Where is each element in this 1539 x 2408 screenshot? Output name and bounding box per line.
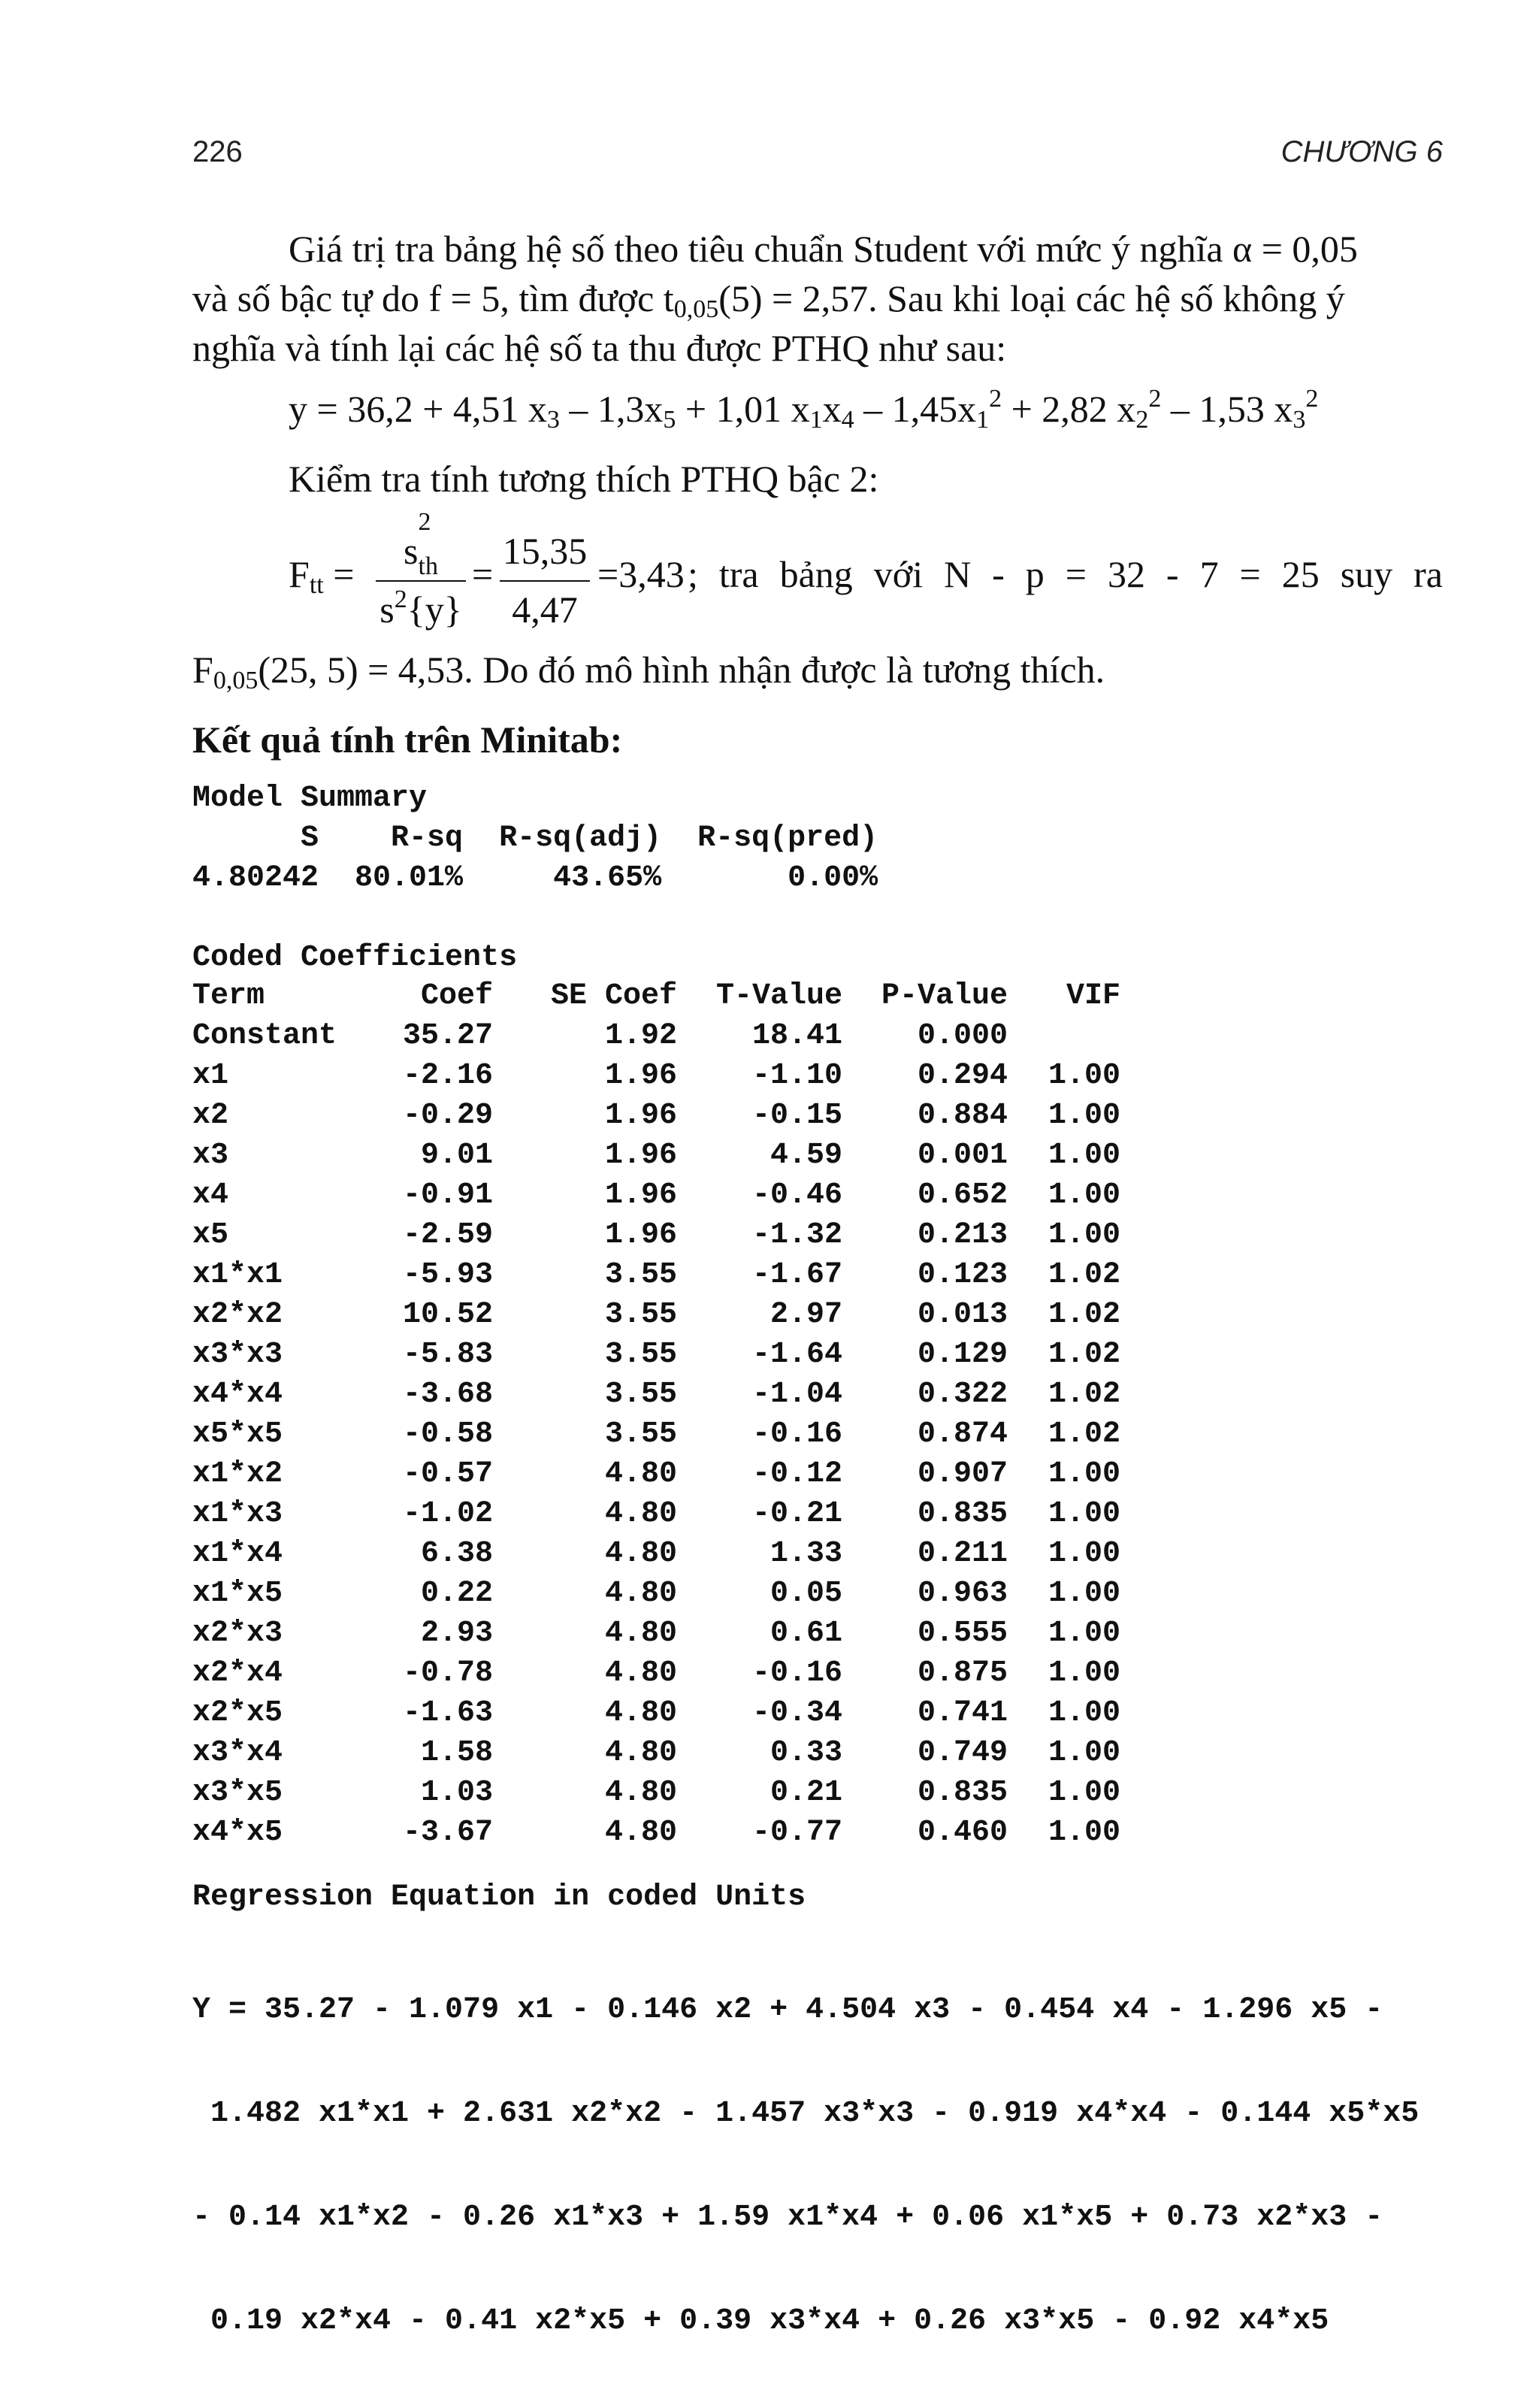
table-row: [192, 1414, 1120, 1454]
f-tail-text: ; tra bảng với N - p = 32 - 7 = 25 suy ra: [688, 553, 1443, 595]
term-cell: x2*x3: [192, 1617, 283, 1650]
value-cell: 4.80: [604, 1537, 677, 1571]
value-cell: 18.41: [751, 1019, 842, 1053]
value-cell: 0.21: [770, 1776, 842, 1810]
term-cell: x3*x4: [192, 1736, 283, 1770]
coefficients-table: [192, 976, 1120, 1853]
value-cell: 9.01: [420, 1139, 493, 1172]
fraction-denominator: $s^2\{y\}$: [379, 585, 462, 631]
value-cell: 2.97: [770, 1298, 842, 1332]
value-cell: 1.33: [770, 1537, 842, 1571]
value-cell: 1.00: [1048, 1656, 1120, 1690]
value-cell: -5.93: [402, 1258, 493, 1292]
value-cell: -1.63: [402, 1696, 493, 1730]
value-cell: -0.29: [402, 1099, 493, 1133]
term-cell: x2*x2: [192, 1298, 283, 1332]
value-cell: 1.00: [1048, 1218, 1120, 1252]
value-cell: 1.00: [1048, 1816, 1120, 1850]
table-row: [192, 1096, 1120, 1136]
value-cell: 4.80: [604, 1617, 677, 1650]
value-cell: -1.32: [751, 1218, 842, 1252]
term-cell: x3*x5: [192, 1776, 283, 1810]
value-cell: 1.96: [604, 1178, 677, 1212]
value-cell: -0.16: [751, 1656, 842, 1690]
value-cell: -1.64: [751, 1338, 842, 1372]
term-cell: x5*x5: [192, 1417, 283, 1451]
table-row: [192, 1375, 1120, 1414]
table-row: [192, 1773, 1120, 1813]
value-cell: 1.00: [1048, 1139, 1120, 1172]
term-cell: x1*x3: [192, 1497, 283, 1531]
value-cell: 0.884: [917, 1099, 1008, 1133]
value-cell: -5.83: [402, 1338, 493, 1372]
value-cell: 0.460: [917, 1816, 1008, 1850]
value-cell: 0.555: [917, 1617, 1008, 1650]
table-row: [192, 1494, 1120, 1534]
value-cell: 1.02: [1048, 1417, 1120, 1451]
value-cell: 1.96: [604, 1139, 677, 1172]
value-cell: 1.02: [1048, 1378, 1120, 1411]
value-cell: 3.55: [604, 1338, 677, 1372]
value-cell: -3.67: [402, 1816, 493, 1850]
column-header: VIF: [1066, 979, 1120, 1013]
term-cell: x2*x4: [192, 1656, 283, 1690]
fraction-numerator-value: 15,35: [502, 530, 588, 572]
value-cell: -0.12: [751, 1457, 842, 1491]
value-cell: -0.78: [402, 1656, 493, 1690]
term-cell: x3: [192, 1139, 229, 1172]
value-cell: 1.92: [604, 1019, 677, 1053]
value-cell: 4.59: [770, 1139, 842, 1172]
value-cell: -1.10: [751, 1059, 842, 1093]
coefficients-body: [192, 1016, 1120, 1853]
value-cell: 0.33: [770, 1736, 842, 1770]
value-cell: -1.02: [402, 1497, 493, 1531]
value-cell: 4.80: [604, 1736, 677, 1770]
value-cell: 6.38: [420, 1537, 493, 1571]
value-cell: 3.55: [604, 1298, 677, 1332]
equals-sign: =: [472, 553, 494, 595]
table-row: [192, 1574, 1120, 1614]
value-cell: 0.294: [917, 1059, 1008, 1093]
value-cell: [1008, 1016, 1120, 1056]
page-number: 226: [192, 135, 243, 168]
value-cell: 0.741: [917, 1696, 1008, 1730]
value-cell: 1.00: [1048, 1537, 1120, 1571]
table-row: [192, 1295, 1120, 1335]
value-cell: 1.96: [604, 1218, 677, 1252]
value-cell: 1.00: [1048, 1696, 1120, 1730]
value-cell: -0.15: [751, 1099, 842, 1133]
term-cell: x1*x2: [192, 1457, 283, 1491]
term-cell: x4*x4: [192, 1378, 283, 1411]
value-cell: 1.02: [1048, 1338, 1120, 1372]
table-row: [192, 1653, 1120, 1693]
column-header: T-Value: [715, 979, 842, 1013]
value-cell: -0.91: [402, 1178, 493, 1212]
model-summary-values: 4.80242 80.01% 43.65% 0.00%: [192, 861, 878, 895]
value-cell: -2.59: [402, 1218, 493, 1252]
value-cell: 4.80: [604, 1577, 677, 1611]
value-cell: 0.652: [917, 1178, 1008, 1212]
table-row: [192, 1136, 1120, 1175]
column-header: Term: [192, 979, 265, 1013]
term-cell: Constant: [192, 1019, 337, 1053]
value-cell: 0.749: [917, 1736, 1008, 1770]
value-cell: -0.16: [751, 1417, 842, 1451]
value-cell: -0.57: [402, 1457, 493, 1491]
value-cell: 10.52: [402, 1298, 493, 1332]
value-cell: -0.58: [402, 1417, 493, 1451]
value-cell: 1.00: [1048, 1059, 1120, 1093]
value-cell: 0.22: [420, 1577, 493, 1611]
regression-equation-vi: y = 36,2 + 4,51 $x_3 - 1,3x_5 + 1,01$ $x_1x_4 - 1,45x_1^2 + 2,82$ $x_2^2 - 1,53$ $x_3^2$: [289, 385, 1319, 434]
minitab-heading: Kết quả tính trên Minitab:: [192, 718, 623, 761]
value-cell: 1.96: [604, 1059, 677, 1093]
value-cell: 1.00: [1048, 1178, 1120, 1212]
chapter-header: CHƯƠNG 6: [1280, 135, 1443, 168]
value-cell: 3.55: [604, 1417, 677, 1451]
value-cell: 4.80: [604, 1776, 677, 1810]
value-cell: -0.46: [751, 1178, 842, 1212]
value-cell: 1.00: [1048, 1099, 1120, 1133]
value-cell: 0.835: [917, 1776, 1008, 1810]
table-header-row: [192, 976, 1120, 1016]
value-cell: 4.80: [604, 1457, 677, 1491]
value-cell: 0.874: [917, 1417, 1008, 1451]
value-cell: 4.80: [604, 1656, 677, 1690]
value-cell: -3.68: [402, 1378, 493, 1411]
value-cell: 4.80: [604, 1816, 677, 1850]
term-cell: x1*x1: [192, 1258, 283, 1292]
regression-line: Y = 35.27 - 1.079 x1 - 0.146 x2 + 4.504 x3 - 0.454 x4 - 1.296 x5 -: [192, 1993, 1383, 2027]
value-cell: -2.16: [402, 1059, 493, 1093]
table-row: [192, 1335, 1120, 1375]
table-row: [192, 1534, 1120, 1574]
value-cell: 0.05: [770, 1577, 842, 1611]
value-cell: -0.21: [751, 1497, 842, 1531]
value-cell: 1.96: [604, 1099, 677, 1133]
value-cell: 3.55: [604, 1378, 677, 1411]
coded-coefficients-title: Coded Coefficients: [192, 941, 518, 975]
table-row: [192, 1016, 1120, 1056]
value-cell: 0.213: [917, 1218, 1008, 1252]
paragraph-line: nghĩa và tính lại các hệ số ta thu được PTHQ như sau:: [192, 327, 1007, 369]
column-header: SE Coef: [550, 979, 677, 1013]
term-cell: x2*x5: [192, 1696, 283, 1730]
model-summary-title: Model Summary: [192, 782, 428, 815]
value-cell: 0.322: [917, 1378, 1008, 1411]
table-row: [192, 1056, 1120, 1096]
value-cell: 1.00: [1048, 1736, 1120, 1770]
value-cell: 1.00: [1048, 1577, 1120, 1611]
value-cell: 0.835: [917, 1497, 1008, 1531]
check-heading: Kiểm tra tính tương thích PTHQ bậc 2:: [289, 458, 879, 500]
term-cell: x3*x3: [192, 1338, 283, 1372]
value-cell: 1.00: [1048, 1776, 1120, 1810]
regression-equation: [192, 1924, 1419, 2408]
value-cell: 0.61: [770, 1617, 842, 1650]
value-cell: 0.013: [917, 1298, 1008, 1332]
column-header: P-Value: [881, 979, 1008, 1013]
term-cell: x4*x5: [192, 1816, 283, 1850]
value-cell: 0.963: [917, 1577, 1008, 1611]
value-cell: 1.02: [1048, 1298, 1120, 1332]
table-row: [192, 1454, 1120, 1494]
value-cell: 1.00: [1048, 1617, 1120, 1650]
value-cell: -1.67: [751, 1258, 842, 1292]
table-row: [192, 1614, 1120, 1653]
paragraph-line: Giá trị tra bảng hệ số theo tiêu chuẩn Student với mức ý nghĩa α = 0,05: [289, 228, 1358, 270]
value-cell: 0.907: [917, 1457, 1008, 1491]
value-cell: 1.58: [420, 1736, 493, 1770]
value-cell: 1.00: [1048, 1497, 1120, 1531]
term-cell: x1*x4: [192, 1537, 283, 1571]
table-row: [192, 1693, 1120, 1733]
table-row: [192, 1175, 1120, 1215]
f-result: =3,43: [597, 553, 685, 595]
regression-line: - 0.14 x1*x2 - 0.26 x1*x3 + 1.59 x1*x4 + 0.06 x1*x5 + 0.73 x2*x3 -: [192, 2201, 1383, 2234]
value-cell: 4.80: [604, 1696, 677, 1730]
regression-line: 1.482 x1*x1 + 2.631 x2*x2 - 1.457 x3*x3 - 0.919 x4*x4 - 0.144 x5*x5: [192, 2097, 1420, 2131]
value-cell: 0.129: [917, 1338, 1008, 1372]
value-cell: 0.123: [917, 1258, 1008, 1292]
value-cell: 4.80: [604, 1497, 677, 1531]
value-cell: 1.03: [420, 1776, 493, 1810]
term-cell: x4: [192, 1178, 229, 1212]
model-summary-header: S R-sq R-sq(adj) R-sq(pred): [192, 821, 878, 855]
column-header: Coef: [420, 979, 493, 1013]
paragraph-line: $F_{0,05}(25$, 5) = 4,53. Do đó mô hình nhận được là tương thích.: [192, 649, 1105, 694]
value-cell: 0.875: [917, 1656, 1008, 1690]
value-cell: 1.00: [1048, 1457, 1120, 1491]
value-cell: 2.93: [420, 1617, 493, 1650]
value-cell: 0.001: [917, 1139, 1008, 1172]
value-cell: 3.55: [604, 1258, 677, 1292]
fraction-numerator: s 2 $_{th}$: [404, 508, 438, 580]
paragraph-line: và số bậc tự do f = 5, tìm được $t_{0,05}(5) = 2,57$. Sau khi loại các hệ số không ý: [192, 277, 1345, 323]
table-row: [192, 1255, 1120, 1295]
value-cell: 0.211: [917, 1537, 1008, 1571]
table-row: [192, 1813, 1120, 1853]
term-cell: x2: [192, 1099, 229, 1133]
value-cell: 1.02: [1048, 1258, 1120, 1292]
term-cell: x5: [192, 1218, 229, 1252]
value-cell: 0.000: [917, 1019, 1008, 1053]
value-cell: -0.77: [751, 1816, 842, 1850]
table-row: [192, 1733, 1120, 1773]
value-cell: -1.04: [751, 1378, 842, 1411]
table-row: [192, 1215, 1120, 1255]
regression-title: Regression Equation in coded Units: [192, 1880, 806, 1914]
fraction-denominator-value: 4,47: [512, 588, 578, 631]
term-cell: x1: [192, 1059, 229, 1093]
value-cell: 35.27: [402, 1019, 493, 1053]
term-cell: x1*x5: [192, 1577, 283, 1611]
f-label: $F_{tt}$ =: [289, 553, 355, 599]
value-cell: -0.34: [751, 1696, 842, 1730]
regression-line: 0.19 x2*x4 - 0.41 x2*x5 + 0.39 x3*x4 + 0.26 x3*x5 - 0.92 x4*x5: [192, 2304, 1329, 2338]
